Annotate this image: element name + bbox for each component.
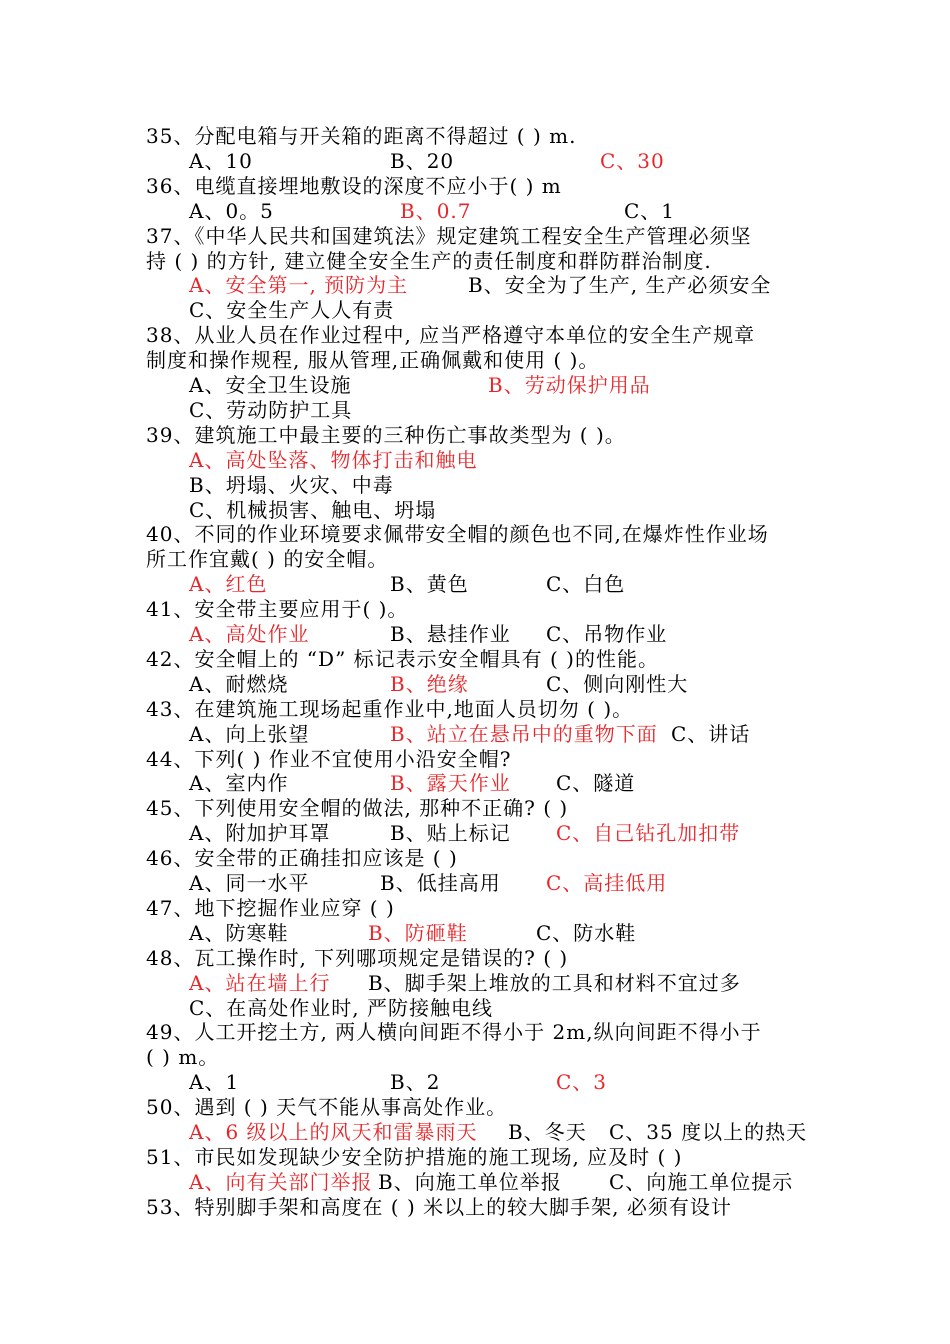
- line-text: ( ) m。: [146, 1045, 220, 1070]
- answer-text: A、高处作业: [189, 622, 310, 646]
- line-text: A、同一水平: [189, 871, 310, 895]
- text-line: [0, 1195, 950, 1220]
- line-text: A、0。5: [189, 198, 274, 223]
- line-text: B、黄色: [390, 572, 469, 597]
- text-line: [0, 498, 950, 523]
- text-line: [0, 747, 950, 772]
- text-line: [0, 647, 950, 672]
- text-line: [0, 323, 950, 348]
- line-text: 35、分配电箱与开关箱的距离不得超过 ( ) m.: [146, 124, 577, 148]
- line-text: 44、下列( ) 作业不宜使用小沿安全帽?: [146, 746, 512, 771]
- line-text: C、劳动防护工具: [189, 397, 353, 422]
- line-text: 37、《中华人民共和国建筑法》规定建筑工程安全生产管理必须坚: [146, 223, 752, 248]
- line-text: 50、遇到 ( ) 天气不能从事高处作业。: [146, 1095, 508, 1120]
- text-line: [0, 896, 950, 921]
- text-line: [0, 298, 950, 323]
- line-text: A、安全卫生设施: [189, 373, 352, 397]
- line-text: A、防寒鞋: [189, 920, 289, 945]
- answer-text: A、安全第一, 预防为主: [189, 273, 409, 298]
- text-line: [0, 473, 950, 498]
- line-text: C、隧道: [556, 771, 636, 796]
- text-line: [0, 1120, 950, 1145]
- answer-text: B、绝缘: [390, 671, 469, 696]
- line-text: B、20: [390, 148, 455, 173]
- answer-text: B、防砸鞋: [368, 920, 468, 945]
- line-text: 持 ( ) 的方针, 建立健全安全生产的责任制度和群防群治制度.: [146, 248, 712, 273]
- text-line: [0, 423, 950, 448]
- line-text: 41、安全带主要应用于( )。: [146, 597, 409, 622]
- line-text: B、脚手架上堆放的工具和材料不宜过多: [368, 970, 741, 995]
- line-text: C、35 度以上的热天: [609, 1120, 808, 1144]
- text-line: [0, 348, 950, 373]
- text-line: [0, 996, 950, 1021]
- text-line: [0, 946, 950, 971]
- line-text: 48、瓦工操作时, 下列哪项规定是错误的? ( ): [146, 945, 569, 970]
- text-line: [0, 672, 950, 697]
- text-line: [0, 149, 950, 174]
- line-text: B、冬天: [508, 1120, 587, 1144]
- text-line: [0, 622, 950, 647]
- text-line: [0, 174, 950, 199]
- line-text: B、安全为了生产, 生产必须安全: [468, 273, 772, 298]
- line-text: 47、地下挖掘作业应穿 ( ): [146, 895, 395, 920]
- answer-text: B、露天作业: [390, 771, 511, 796]
- text-line: [0, 547, 950, 572]
- line-text: C、防水鞋: [536, 920, 637, 945]
- line-text: B、低挂高用: [380, 871, 501, 895]
- line-text: 38、从业人员在作业过程中, 应当严格遵守本单位的安全生产规章: [146, 323, 756, 348]
- line-text: B、悬挂作业: [390, 622, 511, 646]
- answer-text: A、6 级以上的风天和雷暴雨天: [189, 1120, 478, 1144]
- text-line: [0, 1145, 950, 1170]
- line-text: B、贴上标记: [390, 821, 511, 846]
- text-line: [0, 1020, 950, 1045]
- line-text: C、讲话: [671, 721, 751, 746]
- line-text: C、机械损害、触电、坍塌: [189, 497, 437, 522]
- line-text: A、耐燃烧: [189, 671, 289, 696]
- line-text: C、安全生产人人有责: [189, 298, 395, 323]
- text-line: [0, 697, 950, 722]
- line-text: A、附加护耳罩: [189, 821, 331, 846]
- line-text: 所工作宜戴( ) 的安全帽。: [146, 547, 389, 572]
- answer-text: A、站在墙上行: [189, 970, 331, 995]
- text-line: [0, 249, 950, 274]
- line-text: A、室内作: [189, 771, 289, 796]
- text-line: [0, 1170, 950, 1195]
- text-line: [0, 1045, 950, 1070]
- line-text: B、向施工单位举报: [378, 1169, 562, 1194]
- line-text: C、向施工单位提示: [609, 1169, 794, 1194]
- text-line: [0, 224, 950, 249]
- text-line: [0, 796, 950, 821]
- line-text: 42、安全帽上的 “D” 标记表示安全帽具有 ( )的性能。: [146, 646, 659, 671]
- answer-text: A、向有关部门举报: [189, 1169, 373, 1194]
- text-line: [0, 722, 950, 747]
- line-text: 46、安全带的正确挂扣应该是 ( ): [146, 846, 458, 871]
- line-text: A、1: [189, 1070, 240, 1095]
- answer-text: B、0.7: [400, 198, 472, 223]
- text-line: [0, 522, 950, 547]
- text-line: [0, 448, 950, 473]
- line-text: 40、不同的作业环境要求佩带安全帽的颜色也不同,在爆炸性作业场: [146, 522, 769, 547]
- line-text: B、2: [390, 1070, 441, 1095]
- text-line: [0, 871, 950, 896]
- answer-text: A、高处坠落、物体打击和触电: [189, 447, 478, 472]
- line-text: 39、建筑施工中最主要的三种伤亡事故类型为 ( )。: [146, 422, 626, 447]
- text-line: [0, 597, 950, 622]
- text-line: [0, 1070, 950, 1095]
- line-text: A、10: [189, 148, 253, 173]
- line-text: A、向上张望: [189, 721, 310, 746]
- answer-text: A、红色: [189, 572, 268, 597]
- line-text: C、1: [624, 198, 676, 223]
- text-line: [0, 572, 950, 597]
- answer-text: C、自己钻孔加扣带: [556, 821, 741, 846]
- text-line: [0, 124, 950, 149]
- line-text: 制度和操作规程, 服从管理,正确佩戴和使用 ( )。: [146, 348, 600, 373]
- answer-text: C、高挂低用: [546, 871, 668, 895]
- answer-text: C、3: [556, 1070, 608, 1095]
- text-line: [0, 921, 950, 946]
- line-text: 51、市民如发现缺少安全防护措施的施工现场, 应及时 ( ): [146, 1144, 683, 1169]
- text-line: [0, 398, 950, 423]
- line-text: 53、特别脚手架和高度在 ( ) 米以上的较大脚手架, 必须有设计: [146, 1194, 732, 1219]
- text-line: [0, 373, 950, 398]
- text-line: [0, 771, 950, 796]
- text-line: [0, 1095, 950, 1120]
- text-line: [0, 273, 950, 298]
- line-text: C、白色: [546, 572, 626, 597]
- answer-text: B、站立在悬吊中的重物下面: [390, 721, 658, 746]
- text-line: [0, 199, 950, 224]
- answer-text: B、劳动保护用品: [488, 373, 651, 397]
- line-text: 49、人工开挖土方, 两人横向间距不得小于 2m,纵向间距不得小于: [146, 1020, 762, 1045]
- text-line: [0, 821, 950, 846]
- line-text: B、坍塌、火灾、中毒: [189, 472, 394, 497]
- line-text: C、吊物作业: [546, 622, 668, 646]
- text-line: [0, 971, 950, 996]
- line-text: C、侧向刚性大: [546, 671, 689, 696]
- line-text: 45、下列使用安全帽的做法, 那种不正确? ( ): [146, 796, 569, 821]
- answer-text: C、30: [600, 148, 665, 173]
- line-text: 36、电缆直接埋地敷设的深度不应小于( ) m: [146, 173, 562, 198]
- line-text: C、在高处作业时, 严防接触电线: [189, 995, 494, 1020]
- line-text: 43、在建筑施工现场起重作业中,地面人员切勿 ( )。: [146, 696, 634, 721]
- text-line: [0, 846, 950, 871]
